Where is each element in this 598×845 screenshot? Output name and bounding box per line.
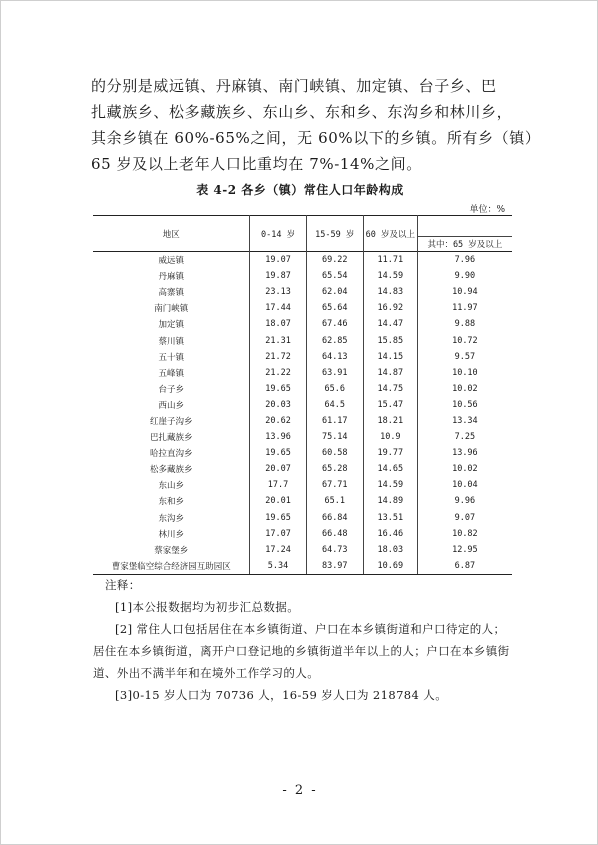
- cell-0-14: 20.01: [250, 493, 306, 509]
- cell-65-plus: 9.57: [454, 351, 476, 362]
- cell-60-plus: 16.46: [363, 526, 417, 542]
- cell-area: 巴扎藏族乡: [93, 429, 250, 445]
- cell-0-14: 17.44: [250, 300, 306, 316]
- cell-60-plus: 16.92: [363, 300, 417, 316]
- table-row: [93, 397, 512, 413]
- header-age-65-plus: 其中：65 岁及以上: [417, 237, 512, 252]
- cell-15-59: 75.14: [306, 429, 363, 445]
- cell-60-plus: 14.65: [363, 461, 417, 477]
- cell-0-14: 19.65: [250, 510, 306, 526]
- cell-15-59: 66.84: [306, 510, 363, 526]
- cell-area: 东山乡: [93, 477, 250, 493]
- cell-65-plus: 9.90: [454, 271, 476, 282]
- cell-65-plus: 7.25: [454, 432, 476, 443]
- table-row: [93, 284, 512, 300]
- header-age-60-plus: 60 岁及以上: [363, 216, 417, 252]
- cell-65-plus: 10.04: [452, 480, 478, 491]
- cell-0-14: 19.65: [250, 381, 306, 397]
- cell-60-plus: 19.77: [363, 445, 417, 461]
- cell-60-plus: 18.21: [363, 413, 417, 429]
- cell-area: 丹麻镇: [93, 268, 250, 284]
- table-row: [93, 510, 512, 526]
- cell-area: 台子乡: [93, 381, 250, 397]
- header-age-15-59: 15-59 岁: [306, 216, 363, 252]
- cell-area: 西山乡: [93, 397, 250, 413]
- cell-65-plus: 10.10: [452, 367, 478, 378]
- cell-65-plus: 10.56: [452, 399, 478, 410]
- cell-60-plus: 14.59: [363, 477, 417, 493]
- cell-65-plus: 7.96: [454, 255, 476, 266]
- cell-60-plus: 15.85: [363, 332, 417, 348]
- cell-15-59: 65.28: [306, 461, 363, 477]
- cell-15-59: 65.1: [306, 493, 363, 509]
- cell-area: 加定镇: [93, 316, 250, 332]
- cell-65-plus: 10.82: [452, 528, 478, 539]
- cell-65-plus: 12.95: [452, 544, 478, 555]
- cell-65-plus: 6.87: [417, 558, 512, 575]
- cell-0-14: 19.07: [250, 252, 306, 269]
- table-row: [93, 349, 512, 365]
- notes-section: [93, 574, 513, 706]
- cell-0-14: 21.72: [250, 349, 306, 365]
- cell-0-14: 13.96: [250, 429, 306, 445]
- cell-area: 蔡川镇: [93, 332, 250, 348]
- table-row: [93, 300, 512, 316]
- cell-15-59: 64.73: [306, 542, 363, 558]
- cell-area: 蔡家堡乡: [93, 542, 250, 558]
- cell-area: 南门峡镇: [93, 300, 250, 316]
- cell-15-59: 63.91: [306, 365, 363, 381]
- cell-0-14: 5.34: [250, 558, 306, 575]
- paragraph-line: 其余乡镇在 60%-65%之间，无 60%以下的乡镇。所有乡（镇）: [91, 129, 541, 147]
- table-row: [93, 445, 512, 461]
- cell-65-plus: 10.72: [452, 335, 478, 346]
- table-row: [93, 429, 512, 445]
- cell-60-plus: 14.89: [363, 493, 417, 509]
- table-row: [93, 413, 512, 429]
- paragraph-line: 的分别是威远镇、丹麻镇、南门峡镇、加定镇、台子乡、巴: [91, 77, 497, 95]
- cell-60-plus: 14.75: [363, 381, 417, 397]
- table-row: [93, 558, 512, 575]
- cell-65-plus: 10.94: [452, 287, 478, 298]
- notes-heading: 注释：: [105, 578, 141, 592]
- cell-15-59: 69.22: [306, 252, 363, 269]
- cell-65-plus: 10.02: [452, 464, 478, 475]
- table-row: [93, 461, 512, 477]
- cell-15-59: 65.6: [306, 381, 363, 397]
- cell-area: 东和乡: [93, 493, 250, 509]
- cell-15-59: 67.71: [306, 477, 363, 493]
- cell-area: 哈拉直沟乡: [93, 445, 250, 461]
- table-row: [93, 268, 512, 284]
- cell-60-plus: 18.03: [363, 542, 417, 558]
- cell-65-plus: 11.97: [452, 303, 478, 314]
- cell-65-plus: 9.07: [454, 512, 476, 523]
- cell-15-59: 60.58: [306, 445, 363, 461]
- table-row: [93, 493, 512, 509]
- cell-area: 松多藏族乡: [93, 461, 250, 477]
- cell-65-plus: 9.96: [454, 496, 476, 507]
- cell-0-14: 20.03: [250, 397, 306, 413]
- cell-15-59: 66.48: [306, 526, 363, 542]
- cell-15-59: 62.04: [306, 284, 363, 300]
- cell-area: 红崖子沟乡: [93, 413, 250, 429]
- header-blank: [417, 216, 512, 237]
- cell-0-14: 17.7: [250, 477, 306, 493]
- cell-15-59: 61.17: [306, 413, 363, 429]
- cell-60-plus: 11.71: [363, 252, 417, 269]
- table-unit: 单位：%: [469, 205, 505, 215]
- cell-0-14: 19.65: [250, 445, 306, 461]
- paragraph-line: 扎藏族乡、松多藏族乡、东山乡、东和乡、东沟乡和林川乡，: [91, 103, 513, 121]
- cell-65-plus: 10.02: [452, 383, 478, 394]
- cell-60-plus: 14.59: [363, 268, 417, 284]
- note-line: [2] 常住人口包括居住在本乡镇街道、户口在本乡镇街道和户口待定的人；: [115, 622, 506, 636]
- cell-0-14: 21.22: [250, 365, 306, 381]
- cell-area: 林川乡: [93, 526, 250, 542]
- table-row: [93, 332, 512, 348]
- cell-15-59: 83.97: [306, 558, 363, 575]
- cell-0-14: 19.87: [250, 268, 306, 284]
- cell-area: 五十镇: [93, 349, 250, 365]
- cell-15-59: 64.13: [306, 349, 363, 365]
- table-title: 表 4-2 各乡（镇）常住人口年龄构成: [196, 183, 404, 197]
- cell-15-59: 62.85: [306, 332, 363, 348]
- cell-0-14: 21.31: [250, 332, 306, 348]
- cell-0-14: 23.13: [250, 284, 306, 300]
- cell-area: 曹家堡临空综合经济园互助园区: [93, 558, 250, 575]
- cell-60-plus: 13.51: [363, 510, 417, 526]
- cell-60-plus: 14.83: [363, 284, 417, 300]
- cell-0-14: 17.07: [250, 526, 306, 542]
- cell-60-plus: 10.9: [363, 429, 417, 445]
- age-structure-table: [93, 215, 512, 575]
- table-row: [93, 316, 512, 332]
- header-age-0-14: 0-14 岁: [250, 216, 306, 252]
- page-number: - 2 -: [282, 783, 318, 798]
- table-row: [93, 381, 512, 397]
- cell-65-plus: 13.96: [452, 448, 478, 459]
- cell-0-14: 20.62: [250, 413, 306, 429]
- cell-area: 东沟乡: [93, 510, 250, 526]
- cell-area: 高寨镇: [93, 284, 250, 300]
- cell-0-14: 20.07: [250, 461, 306, 477]
- table-row: [93, 477, 512, 493]
- cell-60-plus: 10.69: [363, 558, 417, 575]
- note-line: 居住在本乡镇街道，离开户口登记地的乡镇街道半年以上的人；户口在本乡镇街: [93, 644, 510, 658]
- table-row: [93, 365, 512, 381]
- cell-15-59: 67.46: [306, 316, 363, 332]
- cell-15-59: 65.54: [306, 268, 363, 284]
- cell-60-plus: 14.47: [363, 316, 417, 332]
- table-row: [93, 526, 512, 542]
- note-line: 道、外出不满半年和在境外工作学习的人。: [93, 666, 320, 680]
- cell-60-plus: 14.15: [363, 349, 417, 365]
- body-paragraph: [91, 73, 541, 177]
- cell-15-59: 65.64: [306, 300, 363, 316]
- cell-60-plus: 14.87: [363, 365, 417, 381]
- cell-area: 五峰镇: [93, 365, 250, 381]
- note-line: [1]本公报数据均为初步汇总数据。: [115, 600, 300, 614]
- paragraph-line: 65 岁及以上老年人口比重均在 7%-14%之间。: [91, 155, 422, 173]
- cell-15-59: 64.5: [306, 397, 363, 413]
- cell-60-plus: 15.47: [363, 397, 417, 413]
- table-row: [93, 542, 512, 558]
- cell-65-plus: 13.34: [452, 415, 478, 426]
- cell-0-14: 18.07: [250, 316, 306, 332]
- cell-65-plus: 9.88: [454, 319, 476, 330]
- cell-area: 威远镇: [93, 252, 250, 269]
- header-area: 地区: [93, 216, 250, 252]
- cell-0-14: 17.24: [250, 542, 306, 558]
- note-line: [3]0-15 岁人口为 70736 人，16-59 岁人口为 218784 人。: [115, 688, 448, 702]
- table-row: [93, 252, 512, 269]
